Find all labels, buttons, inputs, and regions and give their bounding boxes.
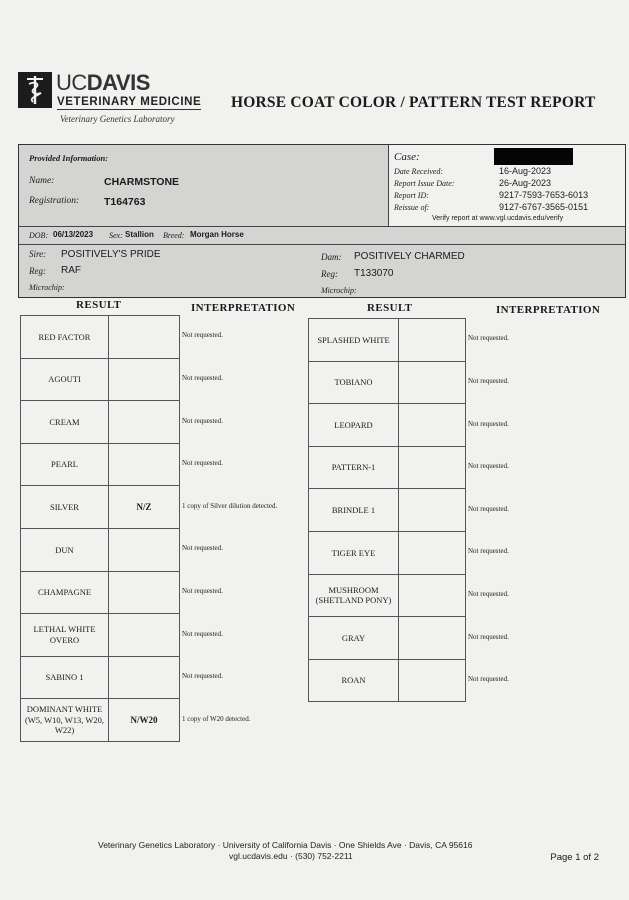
test-name-cell: DUN — [21, 529, 109, 572]
interpretation-text: Not requested. — [182, 629, 223, 638]
test-name-cell: RED FACTOR — [21, 316, 109, 359]
interpretation-text: Not requested. — [182, 672, 223, 681]
interpretation-text: Not requested. — [468, 547, 509, 556]
sex-label: Sex: — [109, 231, 123, 240]
right-results-table — [308, 318, 466, 702]
report-id-value: 9217-7593-7653-6013 — [499, 190, 589, 200]
result-cell: N/Z — [109, 486, 180, 529]
test-name-cell: TIGER EYE — [309, 532, 399, 575]
dob-label: DOB: — [29, 231, 49, 240]
breed-label: Breed: — [163, 231, 185, 240]
interpretation-text: Not requested. — [468, 589, 509, 598]
result-cell — [399, 532, 466, 575]
interpretation-text: Not requested. — [468, 675, 509, 684]
test-name-cell: AGOUTI — [21, 359, 109, 402]
interpretation-text: 1 copy of W20 detected. — [182, 714, 251, 723]
dam-microchip-label: Microchip: — [321, 286, 357, 295]
registration-label: Registration: — [29, 196, 80, 206]
result-cell — [399, 319, 466, 362]
vetmed-wordmark: VETERINARY MEDICINE — [57, 96, 202, 108]
issue-date-value: 26-Aug-2023 — [499, 178, 552, 188]
test-name-cell: SABINO 1 — [21, 657, 109, 700]
test-name-cell: MUSHROOM (SHETLAND PONY) — [309, 575, 399, 618]
result-cell — [399, 447, 466, 490]
sire-label: Sire: — [29, 249, 47, 259]
interpretation-text: Not requested. — [468, 334, 509, 343]
sex-value: Stallion — [125, 230, 154, 239]
reissue-value: 9127-6767-3565-0151 — [499, 202, 589, 212]
provided-information-box — [18, 144, 626, 298]
result-cell — [109, 444, 180, 487]
test-name-cell: GRAY — [309, 617, 399, 660]
report-title: HORSE COAT COLOR / PATTERN TEST REPORT — [231, 94, 596, 111]
case-label: Case: — [394, 151, 420, 163]
footer-contact: vgl.ucdavis.edu · (530) 752-2211 — [229, 851, 353, 861]
result-cell — [109, 614, 180, 657]
dam-reg-label: Reg: — [321, 269, 338, 279]
date-received-label: Date Received: — [394, 167, 444, 176]
horse-name: CHARMSTONE — [104, 176, 180, 188]
left-results-table — [20, 315, 180, 742]
test-name-cell: DOMINANT WHITE (W5, W10, W13, W20, W22) — [21, 699, 109, 742]
right-interpretation-heading: INTERPRETATION — [496, 304, 601, 316]
date-received-value: 16-Aug-2023 — [499, 166, 552, 176]
result-cell — [399, 575, 466, 618]
test-name-cell: CREAM — [21, 401, 109, 444]
test-name-cell: PATTERN-1 — [309, 447, 399, 490]
result-cell — [399, 489, 466, 532]
interpretation-text: 1 copy of Silver dilution detected. — [182, 501, 278, 510]
result-cell — [109, 529, 180, 572]
test-name-cell: LEOPARD — [309, 404, 399, 447]
row-divider — [19, 226, 625, 227]
interpretation-text: Not requested. — [182, 416, 223, 425]
breed-value: Morgan Horse — [190, 230, 244, 239]
sire-name: POSITIVELY'S PRIDE — [61, 249, 161, 260]
test-name-cell: CHAMPAGNE — [21, 572, 109, 615]
issue-date-label: Report Issue Date: — [394, 179, 455, 188]
row-divider — [19, 244, 625, 245]
sire-reg: RAF — [61, 265, 81, 276]
interpretation-text: Not requested. — [468, 504, 509, 513]
ucdavis-wordmark: UCDAVIS — [56, 70, 150, 95]
test-name-cell: ROAN — [309, 660, 399, 703]
left-result-heading: RESULT — [76, 299, 122, 311]
result-cell — [109, 401, 180, 444]
verify-link[interactable]: Verify report at www.vgl.ucdavis.edu/verify — [432, 215, 564, 222]
interpretation-text: Not requested. — [182, 373, 223, 382]
right-result-heading: RESULT — [367, 302, 413, 314]
interpretation-text: Not requested. — [468, 632, 509, 641]
interpretation-text: Not requested. — [182, 459, 223, 468]
footer-address: Veterinary Genetics Laboratory · University of California Davis · One Shields Ave · Davis, CA 95616 — [98, 840, 473, 850]
test-name-cell: PEARL — [21, 444, 109, 487]
provided-heading: Provided Information: — [29, 153, 109, 163]
ucdavis-shield-logo — [18, 72, 52, 108]
test-name-cell: SILVER — [21, 486, 109, 529]
interpretation-text: Not requested. — [182, 544, 223, 553]
interpretation-text: Not requested. — [468, 419, 509, 428]
report-id-label: Report ID: — [394, 191, 429, 200]
result-cell — [109, 657, 180, 700]
test-name-cell: TOBIANO — [309, 362, 399, 405]
result-cell — [109, 572, 180, 615]
sire-microchip-label: Microchip: — [29, 283, 65, 292]
registration-value: T164763 — [104, 196, 146, 208]
result-cell — [109, 359, 180, 402]
test-name-cell: BRINDLE 1 — [309, 489, 399, 532]
test-name-cell: SPLASHED WHITE — [309, 319, 399, 362]
lab-subtitle: Veterinary Genetics Laboratory — [60, 114, 175, 124]
result-cell: N/W20 — [109, 699, 180, 742]
interpretation-text: Not requested. — [468, 376, 509, 385]
interpretation-text: Not requested. — [468, 462, 509, 471]
interpretation-text: Not requested. — [182, 586, 223, 595]
dam-reg: T133070 — [354, 268, 394, 279]
sire-reg-label: Reg: — [29, 266, 46, 276]
case-redaction — [494, 148, 573, 165]
left-interpretation-heading: INTERPRETATION — [191, 302, 296, 314]
case-divider — [388, 145, 389, 226]
result-cell — [109, 316, 180, 359]
result-cell — [399, 617, 466, 660]
dam-label: Dam: — [321, 252, 342, 262]
page-number: Page 1 of 2 — [550, 852, 599, 863]
result-cell — [399, 362, 466, 405]
result-cell — [399, 404, 466, 447]
result-cell — [399, 660, 466, 703]
interpretation-text: Not requested. — [182, 331, 223, 340]
dob-value: 06/13/2023 — [53, 230, 94, 239]
dam-name: POSITIVELY CHARMED — [354, 251, 465, 262]
name-label: Name: — [29, 176, 55, 186]
test-name-cell: LETHAL WHITE OVERO — [21, 614, 109, 657]
reissue-label: Reissue of: — [394, 203, 430, 212]
